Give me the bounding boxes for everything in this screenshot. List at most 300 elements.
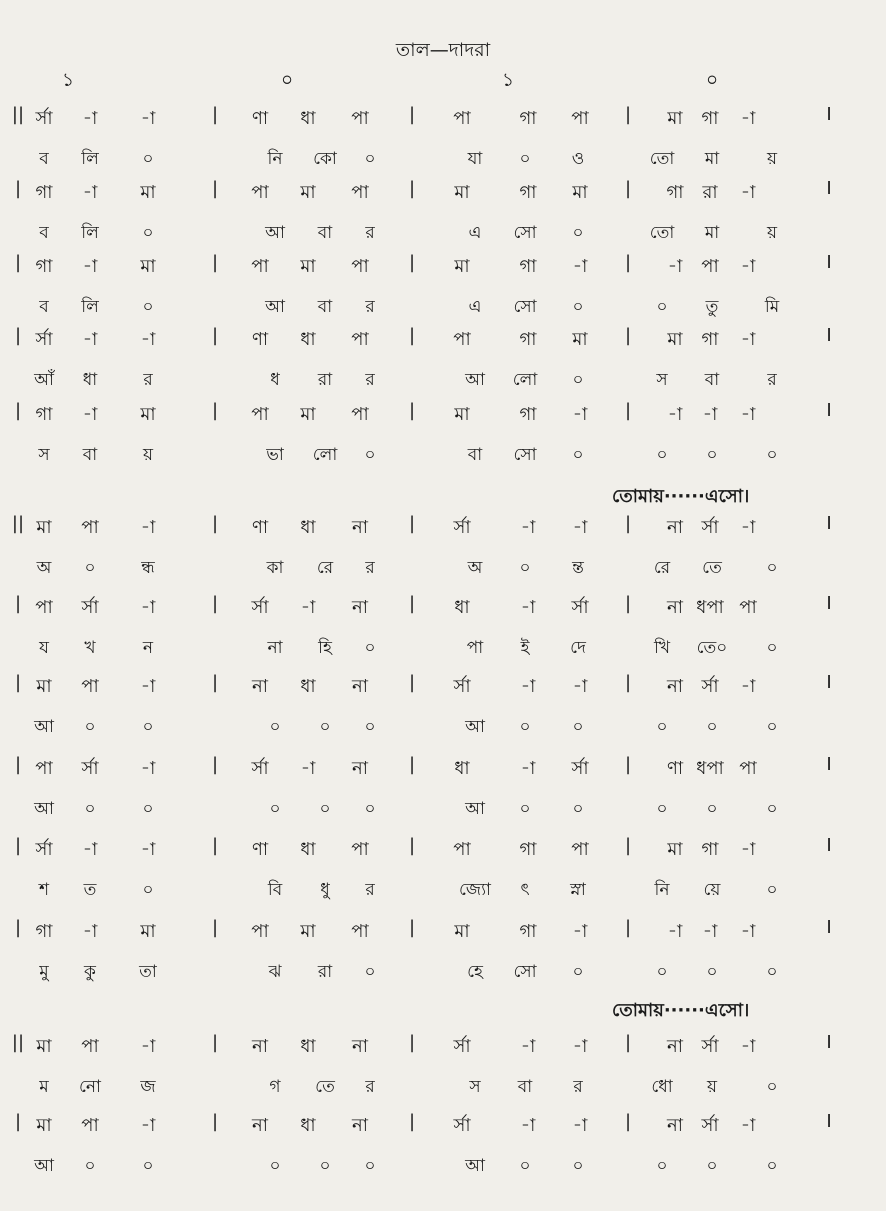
lyric-syllable: ০: [364, 1156, 376, 1176]
line-start-bar: |: [14, 754, 22, 775]
bar-line: |: [624, 917, 632, 938]
lyric-syllable: ০: [364, 149, 376, 169]
swara-note: ধপা: [696, 758, 724, 779]
swara-note: -া: [140, 1115, 156, 1136]
lyric-syllable: ০: [142, 223, 154, 243]
line-start-bar: |: [14, 835, 22, 856]
swara-note: ণা: [251, 839, 269, 860]
swara-note: মা: [36, 1115, 52, 1136]
lyric-syllable: ০: [706, 445, 718, 465]
lyric-syllable: র: [767, 370, 777, 390]
line-start-bar: |: [14, 917, 22, 938]
lyric-syllable: জ: [140, 1077, 156, 1097]
lyric-syllable: ০: [572, 799, 584, 819]
lyric-syllable: লো: [312, 445, 338, 465]
swara-note: -া: [520, 517, 536, 538]
swara-note: না: [352, 1115, 368, 1136]
bar-line: |: [408, 104, 416, 125]
swara-note: -া: [740, 256, 756, 277]
lyric-syllable: বা: [317, 297, 333, 317]
lyric-syllable: নো: [79, 1077, 101, 1097]
lyric-syllable: ০: [766, 880, 778, 900]
swara-note: না: [352, 1036, 368, 1057]
lyric-syllable: ০: [706, 962, 718, 982]
swara-note: মা: [36, 1036, 52, 1057]
lyric-syllable: ০: [766, 717, 778, 737]
bar-line: |: [408, 252, 416, 273]
swara-note: না: [252, 676, 268, 697]
lyric-syllable: ০: [572, 717, 584, 737]
swara-note: ধা: [300, 676, 316, 697]
lyric-syllable: ০: [766, 638, 778, 658]
lyric-syllable: ০: [656, 297, 668, 317]
swara-note: মা: [140, 921, 156, 942]
swara-note: না: [667, 1115, 683, 1136]
swara-note: ধা: [300, 839, 316, 860]
bar-line: |: [211, 104, 219, 125]
lyric-syllable: ০: [766, 445, 778, 465]
swara-note: মা: [36, 517, 52, 538]
swara-note: র্সা: [35, 839, 53, 860]
swara-note: ধা: [454, 597, 470, 618]
swara-note: -া: [572, 1115, 588, 1136]
lyric-syllable: স: [38, 445, 50, 465]
lyric-syllable: বি: [267, 880, 283, 900]
line-start-bar: |: [14, 178, 22, 199]
bar-line: |: [211, 593, 219, 614]
swara-note: -া: [140, 1036, 156, 1057]
swara-note: -া: [572, 921, 588, 942]
lyric-syllable: মা: [704, 149, 720, 169]
swara-note: পা: [251, 182, 269, 203]
lyric-syllable: মা: [704, 223, 720, 243]
lyric-syllable: য়: [142, 445, 154, 465]
lyric-syllable: ০: [706, 1156, 718, 1176]
lyric-syllable: অ: [36, 558, 52, 578]
lyric-syllable: দে: [570, 638, 586, 658]
lyric-syllable: ০: [364, 638, 376, 658]
swara-note: ধা: [300, 1115, 316, 1136]
bar-line: |: [624, 754, 632, 775]
bar-line: |: [624, 1032, 632, 1053]
lyric-syllable: আ: [34, 717, 54, 737]
lyric-syllable: তো: [649, 223, 675, 243]
swara-note: -া: [82, 329, 98, 350]
swara-note: র্সা: [701, 517, 719, 538]
line-start-bar: |: [14, 1111, 22, 1132]
bar-line: |: [624, 178, 632, 199]
swara-note: র্সা: [251, 758, 269, 779]
lyric-syllable: ব: [39, 149, 49, 169]
swara-note: -া: [740, 676, 756, 697]
lyric-syllable: বা: [704, 370, 720, 390]
lyric-syllable: আ: [34, 1156, 54, 1176]
swara-note: গা: [519, 108, 537, 129]
swara-note: পা: [453, 329, 471, 350]
swara-note: র্সা: [701, 1115, 719, 1136]
lyric-syllable: বা: [467, 445, 483, 465]
lyric-syllable: স: [656, 370, 668, 390]
swara-note: -া: [140, 597, 156, 618]
swara-note: -া: [740, 1036, 756, 1057]
swara-note: -া: [520, 758, 536, 779]
lyric-syllable: ই: [520, 638, 530, 658]
swara-note: মা: [140, 256, 156, 277]
lyric-syllable: সো: [513, 445, 537, 465]
lyric-syllable: ০: [656, 717, 668, 737]
lyric-syllable: ০: [706, 717, 718, 737]
lyric-syllable: ০: [766, 1077, 778, 1097]
swara-note: গা: [519, 404, 537, 425]
swara-note: না: [252, 1036, 268, 1057]
swara-note: -া: [82, 921, 98, 942]
lyric-syllable: ০: [142, 297, 154, 317]
swara-note: পা: [351, 921, 369, 942]
swara-note: -া: [702, 921, 718, 942]
lyric-syllable: গ: [269, 1077, 281, 1097]
lyric-syllable: খি: [653, 638, 671, 658]
lyric-syllable: এ: [468, 297, 482, 317]
lyric-syllable: খ: [84, 638, 96, 658]
swara-note: -া: [667, 921, 683, 942]
swara-note: না: [252, 1115, 268, 1136]
lyric-syllable: ০: [319, 799, 331, 819]
lyric-syllable: ০: [142, 880, 154, 900]
swara-note: -া: [572, 676, 588, 697]
line-start-bar: |: [14, 672, 22, 693]
lyric-syllable: ০: [766, 558, 778, 578]
lyric-syllable: ০: [319, 717, 331, 737]
bar-line: |: [211, 400, 219, 421]
lyric-syllable: ০: [84, 558, 96, 578]
bar-line: |: [408, 593, 416, 614]
lyric-syllable: ৎ: [520, 880, 530, 900]
lyric-syllable: য়: [766, 223, 778, 243]
lyric-syllable: ০: [706, 799, 718, 819]
swara-note: -া: [572, 256, 588, 277]
lyric-syllable: ০: [142, 717, 154, 737]
swara-note: র্সা: [251, 597, 269, 618]
swara-note: র্সা: [453, 676, 471, 697]
beat-mark: ০: [705, 69, 719, 91]
lyric-syllable: ০: [364, 445, 376, 465]
lyric-syllable: ধু: [320, 880, 330, 900]
swara-note: পা: [571, 108, 589, 129]
bar-line: |: [211, 835, 219, 856]
swara-note: -া: [572, 404, 588, 425]
swara-note: -া: [300, 758, 316, 779]
swara-note: -া: [300, 597, 316, 618]
lyric-syllable: আ: [34, 799, 54, 819]
line-start-bar: |: [14, 325, 22, 346]
lyric-syllable: ০: [656, 445, 668, 465]
swara-note: না: [352, 676, 368, 697]
swara-note: গা: [35, 256, 53, 277]
swara-note: র্সা: [81, 758, 99, 779]
swara-note: পা: [35, 597, 53, 618]
beat-mark: ১: [61, 69, 75, 91]
bar-line: |: [408, 917, 416, 938]
lyric-syllable: ০: [656, 1156, 668, 1176]
beat-mark: ০: [280, 69, 294, 91]
swara-note: গা: [519, 256, 537, 277]
lyric-syllable: র: [365, 880, 375, 900]
lyric-syllable: ভা: [266, 445, 284, 465]
lyric-syllable: ০: [269, 1156, 281, 1176]
lyric-syllable: ০: [364, 717, 376, 737]
lyric-syllable: আ: [265, 223, 285, 243]
bar-line: |: [408, 1111, 416, 1132]
lyric-syllable: তো: [649, 149, 675, 169]
lyric-syllable: আ: [465, 717, 485, 737]
swara-note: পা: [351, 108, 369, 129]
line-start-bar: |: [14, 252, 22, 273]
lyric-syllable: ০: [766, 1156, 778, 1176]
swara-note: -া: [740, 329, 756, 350]
swara-note: পা: [81, 1115, 99, 1136]
swara-note: না: [667, 517, 683, 538]
swara-note: পা: [453, 839, 471, 860]
lyric-syllable: শ: [38, 880, 50, 900]
swara-note: -া: [740, 404, 756, 425]
lyric-syllable: স্না: [570, 880, 586, 900]
swara-note: পা: [351, 404, 369, 425]
lyric-syllable: বা: [317, 223, 333, 243]
bar-line: |: [624, 1111, 632, 1132]
lyric-syllable: নি: [267, 149, 283, 169]
lyric-syllable: তে: [315, 1077, 335, 1097]
swara-note: গা: [701, 108, 719, 129]
lyric-syllable: আঁ: [34, 370, 54, 390]
swara-note: গা: [519, 329, 537, 350]
lyric-syllable: ও: [571, 149, 585, 169]
swara-note: -া: [740, 1115, 756, 1136]
swara-note: -া: [667, 404, 683, 425]
swara-note: পা: [351, 839, 369, 860]
bar-line: |: [211, 178, 219, 199]
swara-note: ণা: [251, 108, 269, 129]
lyric-syllable: লি: [81, 223, 99, 243]
swara-note: গা: [35, 921, 53, 942]
swara-note: -া: [140, 676, 156, 697]
refrain-line: তোমায়······এসো।: [612, 1000, 750, 1021]
lyric-syllable: তা: [139, 962, 157, 982]
bar-line: |: [408, 835, 416, 856]
lyric-syllable: লি: [81, 297, 99, 317]
lyric-syllable: লি: [81, 149, 99, 169]
lyric-syllable: ০: [572, 370, 584, 390]
swara-note: মা: [300, 404, 316, 425]
lyric-syllable: র: [365, 370, 375, 390]
lyric-syllable: র: [365, 223, 375, 243]
lyric-syllable: ০: [84, 799, 96, 819]
line-start-bar: ||: [11, 513, 25, 534]
lyric-syllable: আ: [465, 799, 485, 819]
bar-line: |: [211, 325, 219, 346]
lyric-syllable: য: [39, 638, 49, 658]
line-end-mark: I: [826, 178, 832, 199]
lyric-syllable: ০: [766, 962, 778, 982]
swara-note: ণা: [251, 329, 269, 350]
tala-title: তাল—দাদরা: [395, 39, 491, 61]
lyric-syllable: ০: [519, 1156, 531, 1176]
lyric-syllable: ধ: [270, 370, 280, 390]
lyric-syllable: ০: [84, 1156, 96, 1176]
lyric-syllable: ব: [39, 297, 49, 317]
lyric-syllable: ০: [364, 799, 376, 819]
swara-note: গা: [519, 921, 537, 942]
lyric-syllable: আ: [465, 370, 485, 390]
lyric-syllable: র: [365, 1077, 375, 1097]
swara-note: পা: [35, 758, 53, 779]
swara-note: -া: [702, 404, 718, 425]
lyric-syllable: এ: [468, 223, 482, 243]
swara-note: র্সা: [701, 1036, 719, 1057]
swara-note: ধা: [300, 108, 316, 129]
lyric-syllable: র: [365, 297, 375, 317]
bar-line: |: [408, 325, 416, 346]
bar-line: |: [211, 672, 219, 693]
swara-note: মা: [300, 256, 316, 277]
line-end-mark: I: [826, 252, 832, 273]
swara-note: -া: [740, 921, 756, 942]
swara-note: পা: [571, 839, 589, 860]
swara-note: পা: [251, 921, 269, 942]
lyric-syllable: ০: [319, 1156, 331, 1176]
lyric-syllable: তে: [702, 558, 722, 578]
swara-note: -া: [82, 404, 98, 425]
lyric-syllable: ০: [519, 149, 531, 169]
lyric-syllable: য়ে: [703, 880, 721, 900]
lyric-syllable: যা: [467, 149, 483, 169]
swara-note: গা: [519, 839, 537, 860]
swara-note: মা: [140, 182, 156, 203]
beat-marks: [0, 66, 886, 92]
lyric-syllable: ০: [142, 1156, 154, 1176]
lyric-syllable: য়: [706, 1077, 718, 1097]
swara-note: না: [667, 597, 683, 618]
lyric-syllable: ০: [656, 962, 668, 982]
lyric-syllable: ০: [656, 799, 668, 819]
lyric-syllable: ০: [84, 717, 96, 737]
bar-line: |: [211, 754, 219, 775]
swara-note: -া: [140, 329, 156, 350]
line-end-mark: I: [826, 325, 832, 346]
line-end-mark: I: [826, 400, 832, 421]
swara-note: ধপা: [696, 597, 724, 618]
swara-note: ধা: [454, 758, 470, 779]
swara-note: মা: [667, 108, 683, 129]
lyric-syllable: ধো: [651, 1077, 673, 1097]
lyric-syllable: ধা: [82, 370, 98, 390]
swara-note: -া: [740, 182, 756, 203]
swara-note: পা: [453, 108, 471, 129]
lyric-syllable: ০: [519, 558, 531, 578]
swara-note: না: [352, 597, 368, 618]
swara-note: মা: [300, 921, 316, 942]
lyric-syllable: ন্ত: [572, 558, 584, 578]
lyric-syllable: র: [573, 1077, 583, 1097]
bar-line: |: [211, 1111, 219, 1132]
swara-note: -া: [520, 1036, 536, 1057]
lyric-syllable: বা: [517, 1077, 533, 1097]
line-end-mark: I: [826, 917, 832, 938]
swara-note: মা: [572, 182, 588, 203]
bar-line: |: [624, 252, 632, 273]
bar-line: |: [624, 593, 632, 614]
swara-note: গা: [519, 182, 537, 203]
line-start-bar: ||: [11, 1032, 25, 1053]
swara-note: মা: [454, 256, 470, 277]
lyric-syllable: কা: [266, 558, 284, 578]
lyric-syllable: রে: [316, 558, 334, 578]
swara-note: রা: [702, 182, 718, 203]
lyric-syllable: ব: [39, 223, 49, 243]
swara-note: -া: [82, 108, 98, 129]
bar-line: |: [408, 178, 416, 199]
swara-note: র্সা: [81, 597, 99, 618]
lyric-syllable: ০: [269, 799, 281, 819]
swara-note: মা: [572, 329, 588, 350]
swara-note: মা: [36, 676, 52, 697]
swara-note: না: [352, 517, 368, 538]
lyric-syllable: ত: [83, 880, 97, 900]
swara-note: -া: [572, 517, 588, 538]
swara-note: মা: [454, 921, 470, 942]
swara-note: র্সা: [571, 597, 589, 618]
bar-line: |: [211, 513, 219, 534]
swara-note: -া: [740, 839, 756, 860]
swara-note: গা: [666, 182, 684, 203]
lyric-syllable: ০: [142, 149, 154, 169]
lyric-syllable: মু: [39, 962, 49, 982]
lyric-syllable: ০: [766, 799, 778, 819]
line-start-bar: |: [14, 593, 22, 614]
swara-note: মা: [140, 404, 156, 425]
lyric-syllable: ০: [572, 297, 584, 317]
bar-line: |: [624, 835, 632, 856]
lyric-syllable: ০: [364, 962, 376, 982]
bar-line: |: [624, 104, 632, 125]
swara-note: না: [667, 1036, 683, 1057]
swara-note: র্সা: [35, 108, 53, 129]
lyric-syllable: রা: [317, 962, 333, 982]
lyric-syllable: ০: [519, 717, 531, 737]
swara-note: -া: [667, 256, 683, 277]
swara-note: -া: [520, 597, 536, 618]
lyric-syllable: হে: [467, 962, 483, 982]
swara-note: মা: [667, 839, 683, 860]
swara-note: গা: [35, 404, 53, 425]
line-start-bar: ||: [11, 104, 25, 125]
swara-note: র্সা: [453, 1115, 471, 1136]
line-end-mark: I: [826, 1111, 832, 1132]
lyric-syllable: নি: [654, 880, 670, 900]
lyric-syllable: স: [469, 1077, 481, 1097]
lyric-syllable: সো: [513, 962, 537, 982]
lyric-syllable: হি: [318, 638, 332, 658]
swara-note: ণা: [251, 517, 269, 538]
swara-note: ণা: [666, 758, 684, 779]
refrain-line: তোমায়······এসো।: [612, 486, 750, 507]
lyric-syllable: আ: [465, 1156, 485, 1176]
swara-note: র্সা: [453, 517, 471, 538]
swara-note: পা: [81, 676, 99, 697]
lyric-syllable: তু: [705, 297, 719, 317]
swara-note: -া: [740, 108, 756, 129]
swara-note: ধা: [300, 329, 316, 350]
bar-line: |: [211, 1032, 219, 1053]
